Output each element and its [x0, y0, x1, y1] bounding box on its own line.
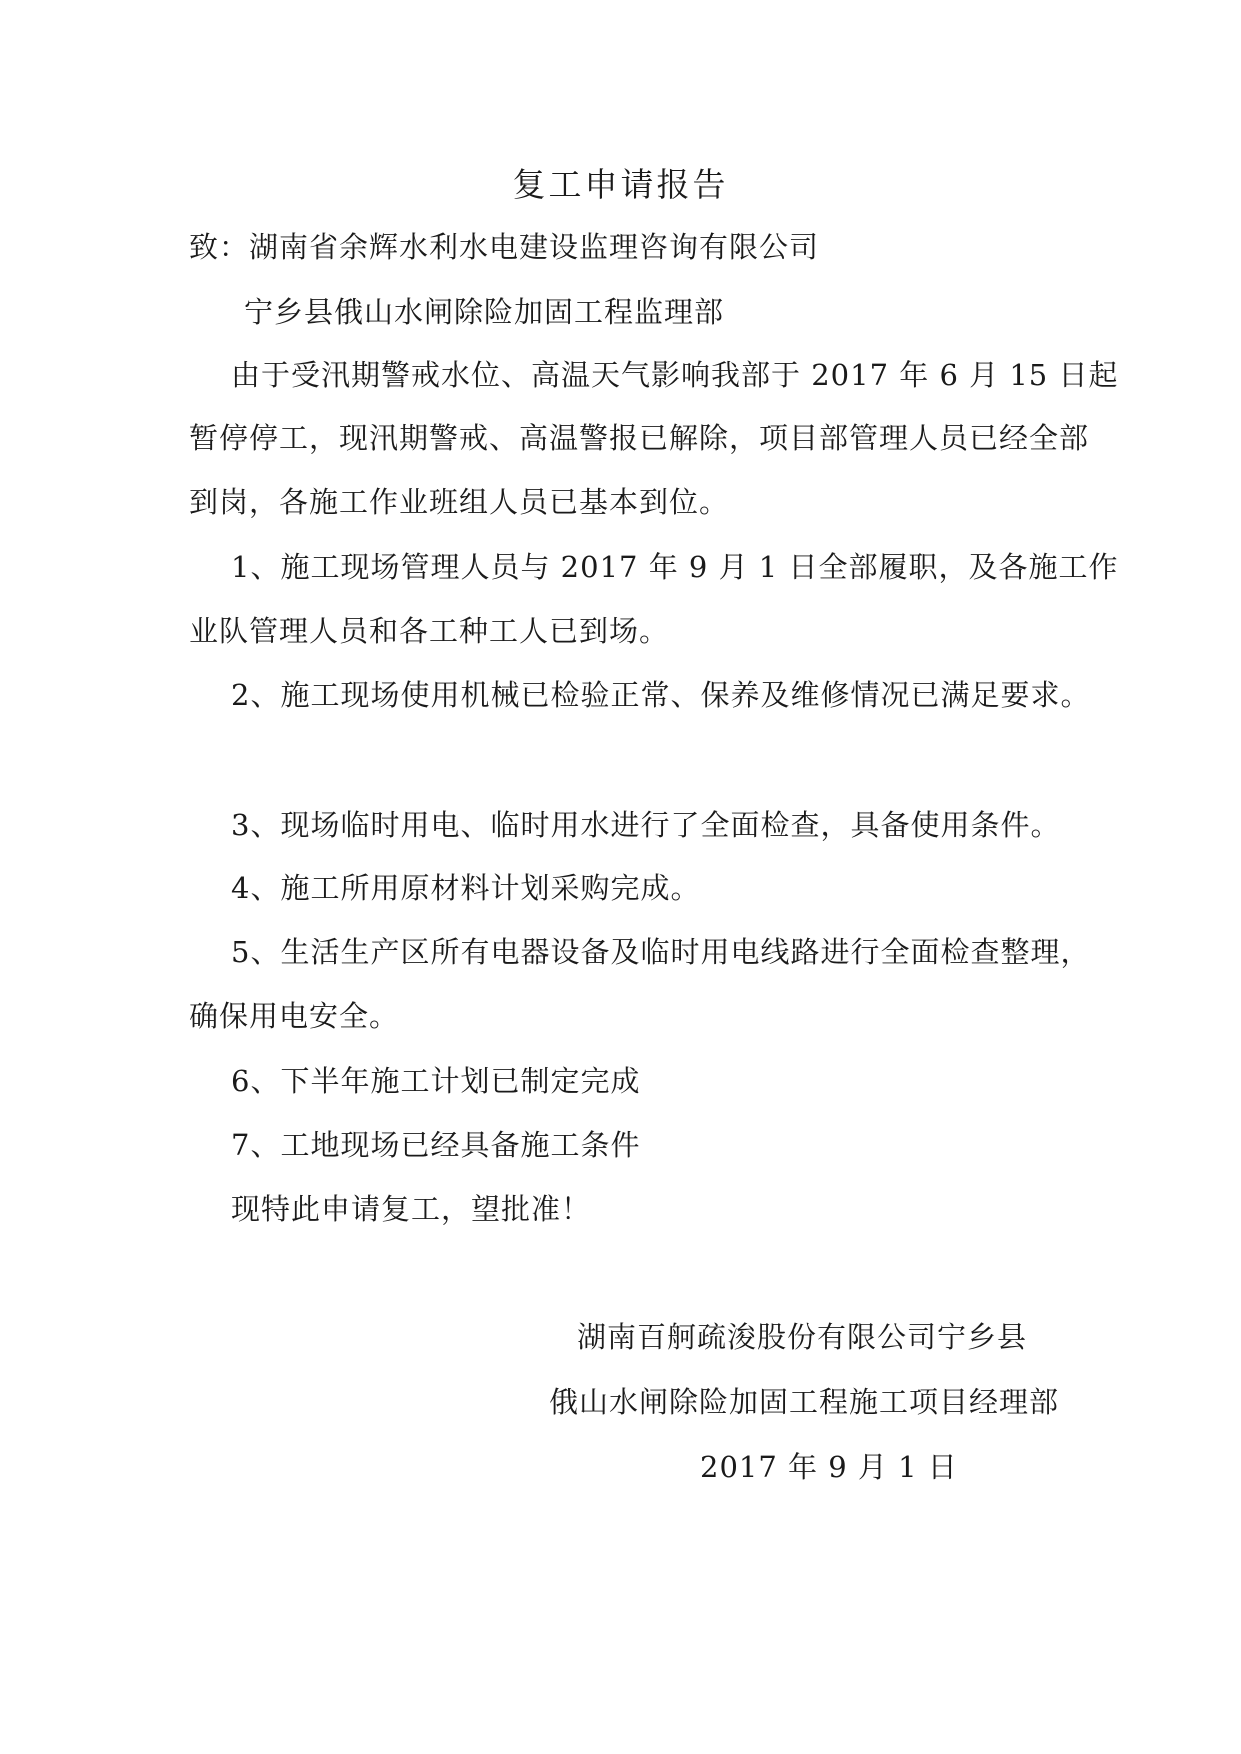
document-title: 复工申请报告 — [512, 165, 729, 204]
closing-statement: 现特此申请复工，望批准！ — [231, 1192, 592, 1226]
intro-line-3: 到岗，各施工作业班组人员已基本到位。 — [189, 485, 730, 519]
item-3: 3、现场临时用电、临时用水进行了全面检查，具备使用条件。 — [231, 808, 1061, 842]
item-1-line-2: 业队管理人员和各工种工人已到场。 — [189, 614, 670, 648]
item-6: 6、下半年施工计划已制定完成 — [231, 1064, 641, 1098]
item-2: 2、施工现场使用机械已检验正常、保养及维修情况已满足要求。 — [231, 678, 1091, 712]
addressee-line-1: 致：湖南省余辉水利水电建设监理咨询有限公司 — [189, 230, 820, 264]
signature-line-2: 俄山水闸除险加固工程施工项目经理部 — [549, 1385, 1060, 1419]
signature-line-1: 湖南百舸疏浚股份有限公司宁乡县 — [577, 1320, 1028, 1354]
addressee-line-2: 宁乡县俄山水闸除险加固工程监理部 — [244, 295, 725, 329]
intro-line-2: 暂停停工，现汛期警戒、高温警报已解除，项目部管理人员已经全部 — [189, 421, 1090, 455]
item-5-line-1: 5、生活生产区所有电器设备及临时用电线路进行全面检查整理， — [231, 935, 1091, 969]
item-4: 4、施工所用原材料计划采购完成。 — [231, 871, 701, 905]
item-7: 7、工地现场已经具备施工条件 — [231, 1128, 641, 1162]
intro-line-1: 由于受汛期警戒水位、高温天气影响我部于 2017 年 6 月 15 日起 — [231, 358, 1119, 392]
item-1-line-1: 1、施工现场管理人员与 2017 年 9 月 1 日全部履职，及各施工作 — [231, 550, 1119, 584]
item-5-line-2: 确保用电安全。 — [189, 999, 400, 1033]
signature-date: 2017 年 9 月 1 日 — [700, 1450, 958, 1484]
